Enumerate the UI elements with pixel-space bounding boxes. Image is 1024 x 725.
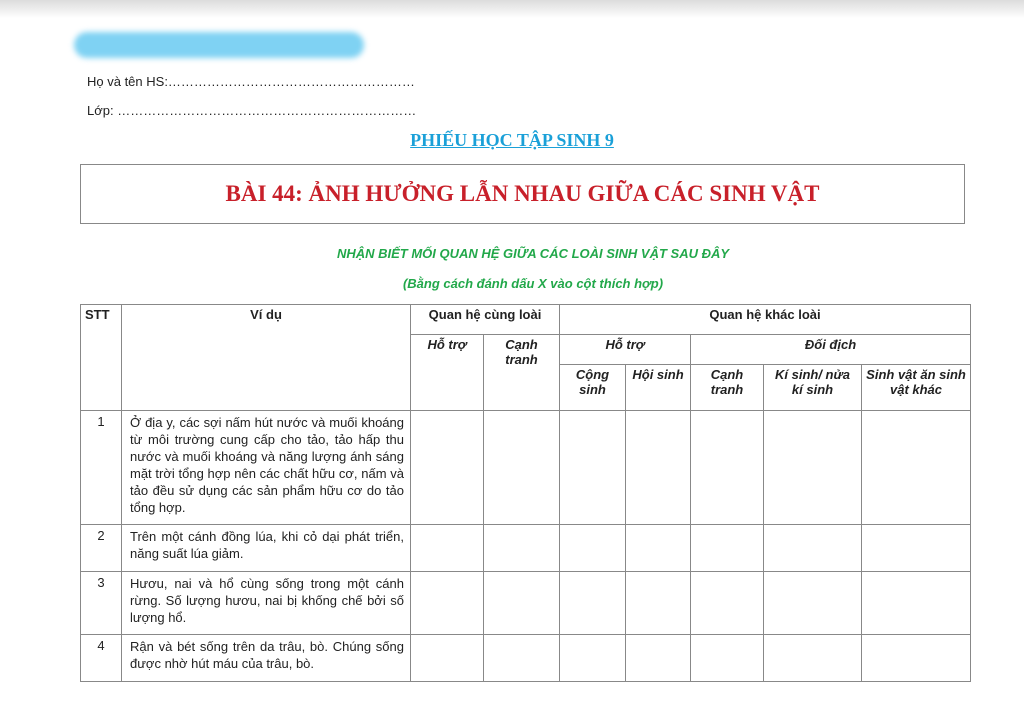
row-example: Rận và bét sống trên da trâu, bò. Chúng sống được nhờ hút máu của trâu, bò. [122,635,411,682]
answer-cell[interactable] [626,635,691,682]
header-opposition: Đối địch [691,335,971,365]
answer-cell[interactable] [484,525,560,572]
answer-cell[interactable] [764,525,862,572]
answer-cell[interactable] [560,635,626,682]
top-shadow [0,0,1024,18]
header-parasitism: Kí sinh/ nửa kí sinh [764,365,862,411]
instruction: (Bằng cách đánh dấu X vào cột thích hợp) [402,276,664,291]
answer-cell[interactable] [560,525,626,572]
answer-cell[interactable] [411,572,484,635]
answer-cell[interactable] [862,411,971,525]
table-row [81,411,971,525]
row-stt: 2 [81,525,122,572]
answer-cell[interactable] [691,411,764,525]
class-field: Lớp: …………………………………………………………… [87,103,417,118]
answer-cell[interactable] [691,525,764,572]
answer-cell[interactable] [691,635,764,682]
row-example: Trên một cánh đồng lúa, khi cỏ dại phát triển, năng suất lúa giảm. [122,525,411,572]
answer-cell[interactable] [560,411,626,525]
answer-cell[interactable] [862,525,971,572]
header-same-species: Quan hệ cùng loài [411,305,560,335]
subtitle: NHẬN BIẾT MỐI QUAN HỆ GIỮA CÁC LOÀI SINH VẬT SAU ĐÂY [336,246,730,261]
row-stt: 1 [81,411,122,525]
relationship-table [80,304,971,682]
header-predation: Sinh vật ăn sinh vật khác [862,365,971,411]
answer-cell[interactable] [484,572,560,635]
table-row [81,525,971,572]
header-competition-other: Cạnh tranh [691,365,764,411]
lesson-box [80,164,965,224]
row-stt: 3 [81,572,122,635]
header-support-other: Hỗ trợ [560,335,691,365]
answer-cell[interactable] [764,635,862,682]
answer-cell[interactable] [560,572,626,635]
answer-cell[interactable] [862,635,971,682]
answer-cell[interactable] [411,411,484,525]
student-name-field: Họ và tên HS:………………………………………………… [87,74,415,89]
header-symbiosis: Cộng sinh [560,365,626,411]
answer-cell[interactable] [626,572,691,635]
table-row [81,635,971,682]
answer-cell[interactable] [764,572,862,635]
answer-cell[interactable] [626,525,691,572]
answer-cell[interactable] [764,411,862,525]
answer-cell[interactable] [411,635,484,682]
answer-cell[interactable] [862,572,971,635]
header-competition: Cạnh tranh [484,335,560,411]
table-row [81,572,971,635]
row-stt: 4 [81,635,122,682]
row-example: Ở địa y, các sợi nấm hút nước và muối khoáng từ môi trường cung cấp cho tảo, tảo hấp thu nước và muối khoáng và năng lượng ánh sáng mặt trời tổng hợp nên các chất hữu cơ, nấm và tảo đều sử dụng các sản phẩm hữu cơ do tảo tổng hợp. [122,411,411,525]
header-stt: STT [81,305,122,411]
answer-cell[interactable] [691,572,764,635]
answer-cell[interactable] [626,411,691,525]
header-example: Ví dụ [122,305,411,411]
lesson-title: BÀI 44: ẢNH HƯỞNG LẪN NHAU GIỮA CÁC SINH VẬT [225,181,820,206]
header-other-species: Quan hệ khác loài [560,305,971,335]
row-example: Hươu, nai và hổ cùng sống trong một cánh rừng. Số lượng hươu, nai bị khống chế bởi số lượng hổ. [122,572,411,635]
header-support: Hỗ trợ [411,335,484,411]
answer-cell[interactable] [411,525,484,572]
worksheet-title: PHIẾU HỌC TẬP SINH 9 [410,130,614,150]
header-commensalism: Hội sinh [626,365,691,411]
answer-cell[interactable] [484,635,560,682]
redacted-mark [74,32,364,58]
answer-cell[interactable] [484,411,560,525]
